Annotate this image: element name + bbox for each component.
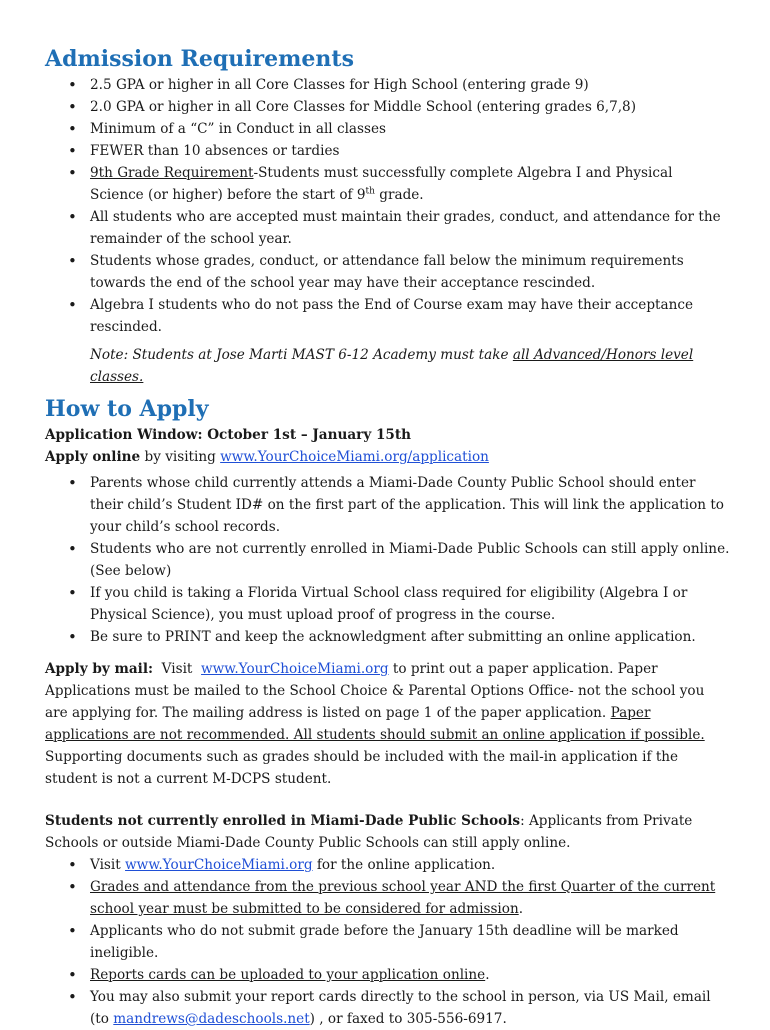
admission-requirements-list [45,74,730,338]
list-item: • Students who are not currently enrolled in Miami-Dade Public Schools can still apply online. (See below) [90,538,730,582]
ninth-grade-end: grade. [374,187,424,203]
honors-note [90,344,730,388]
mail-text-2: Supporting documents such as grades should be included with the mail-in application if the student is not a current M-DCPS student. [45,749,679,787]
application-link[interactable]: www.YourChoiceMiami.org/application [220,449,489,465]
email-link[interactable]: mandrews@dadeschools.net [113,1011,310,1027]
apply-online-text: by visiting [140,449,221,465]
list-item: • Parents whose child currently attends a Miami-Dade County Public School should enter their child’s Student ID# on the first part of the application. This will link the application to your child’s school records. [90,472,730,538]
note-underlined: all Advanced/Honors level classes. [90,347,694,385]
note-text: Note: Students at Jose Marti MAST 6-12 Academy must take [90,347,513,363]
list-item: • Minimum of a “C” in Conduct in all classes [90,118,730,140]
submit-text: You may also submit your report cards directly to the school in person, via US Mail, email (to [90,989,711,1027]
apply-by-mail-label: Apply by mail: [45,661,154,677]
reports-end: . [485,967,490,983]
admission-requirements-heading: Admission Requirements [45,46,354,72]
mail-visit: Visit [153,661,202,677]
not-enrolled-label: Students not currently enrolled in Miami-Dade Public Schools [45,813,521,829]
ninth-grade-label: 9th Grade Requirement [90,165,254,181]
apply-by-mail-paragraph [45,658,730,790]
not-enrolled-paragraph [45,810,730,854]
list-item: • Algebra I students who do not pass the End of Course exam may have their acceptance rescinded. [90,294,730,338]
apply-online-list [45,472,730,648]
ninth-grade-text: -Students must successfully complete Algebra I and Physical Science (or higher) before the start of 9 [90,165,673,203]
grades-end: . [518,901,524,917]
not-enrolled-text: : Applicants from Private Schools or outside Miami-Dade County Public Schools can still apply online. [45,813,693,851]
list-item-visit [90,854,730,876]
submit-end: ) , or faxed to 305-556-6917. [309,1011,507,1027]
visit-end: for the online application. [312,857,496,873]
mail-text-1: to print out a paper application. Paper Applications must be mailed to the School Choice & Parental Options Office- not the school you are applying for. The mailing address is listed on page 1 of the paper application. [45,661,705,721]
how-to-apply-heading: How to Apply [45,396,209,422]
list-item: • FEWER than 10 absences or tardies [90,140,730,162]
list-item: • If you child is taking a Florida Virtual School class required for eligibility (Algebra I or Physical Science), you must upload proof of progress in the course. [90,582,730,626]
mail-underlined: Paper applications are not recommended. All students should submit an online application if possible. [45,705,705,743]
list-item: • Be sure to PRINT and keep the acknowledgment after submitting an online application. [90,626,730,648]
apply-online-line [45,446,730,468]
not-enrolled-list [45,854,730,1030]
application-window: Application Window: October 1st – January 15th [45,427,412,443]
visit-link[interactable]: www.YourChoiceMiami.org [125,857,313,873]
list-item-grades [90,876,730,920]
list-item: • Students whose grades, conduct, or attendance fall below the minimum requirements towards the end of the school year may have their acceptance rescinded. [90,250,730,294]
list-item: • 2.5 GPA or higher in all Core Classes for High School (entering grade 9) [90,74,730,96]
ninth-superscript: th [365,186,375,197]
list-item-ninth-grade [90,162,730,206]
reports-underlined: Reports cards can be uploaded to your application online [90,967,486,983]
list-item-submit [90,986,730,1030]
list-item: • Applicants who do not submit grade before the January 15th deadline will be marked ineligible. [90,920,730,964]
apply-online-label: Apply online [45,449,141,465]
list-item-reports [90,964,730,986]
visit-text: Visit [90,857,126,873]
grades-underlined: Grades and attendance from the previous school year AND the first Quarter of the current school year must be submitted to be considered for admission [90,879,716,917]
list-item: • All students who are accepted must maintain their grades, conduct, and attendance for the remainder of the school year. [90,206,730,250]
list-item: • 2.0 GPA or higher in all Core Classes for Middle School (entering grades 6,7,8) [90,96,730,118]
mail-site-link[interactable]: www.YourChoiceMiami.org [201,661,389,677]
